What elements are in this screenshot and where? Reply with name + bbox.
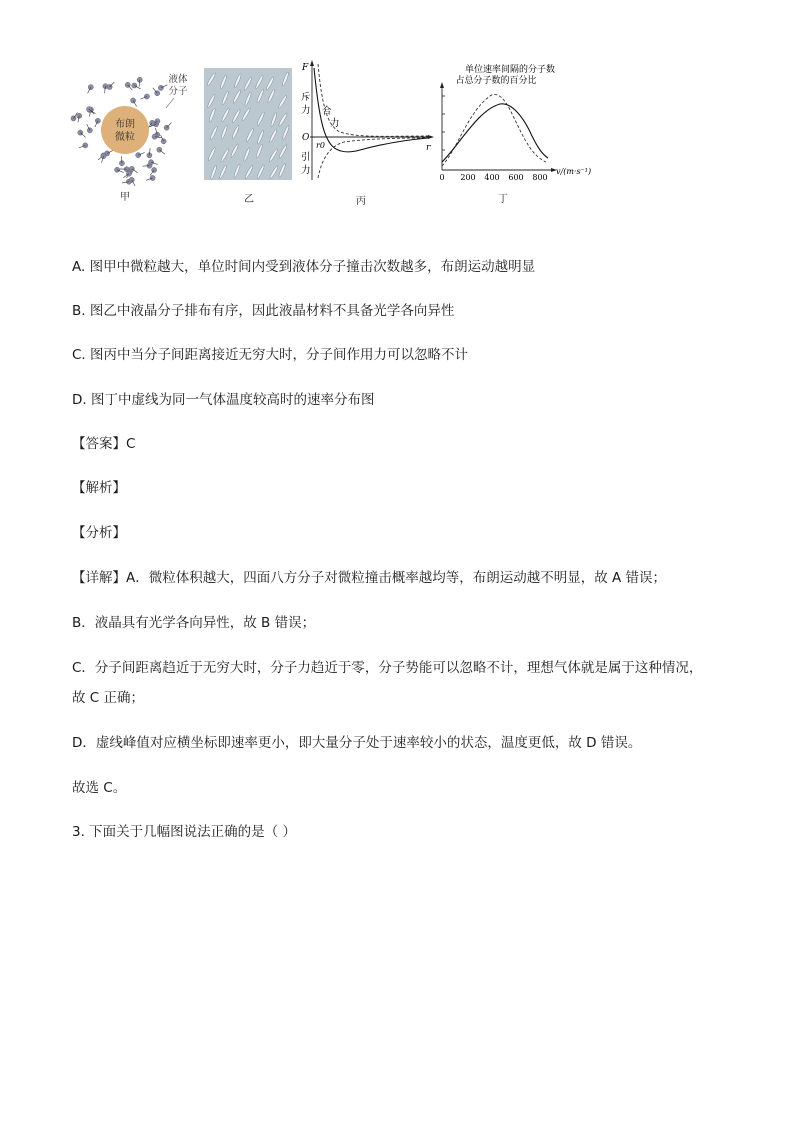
liquid-molecule bbox=[158, 85, 163, 90]
option-b: B. 图乙中液晶分子排布有序，因此液晶材料不具备光学各向异性 bbox=[72, 303, 455, 319]
liquid-molecule bbox=[129, 166, 134, 171]
particle-label-1: 布朗 bbox=[115, 119, 135, 130]
figure-ding bbox=[436, 62, 611, 207]
r0-label: r0 bbox=[316, 141, 325, 150]
brownian-motion-diagram bbox=[70, 68, 200, 193]
liquid-molecule bbox=[152, 167, 157, 172]
x-axis-label: r bbox=[426, 143, 431, 153]
x-unit-label: v/(m·s⁻¹) bbox=[556, 167, 592, 176]
particle-label-2: 微粒 bbox=[115, 132, 135, 143]
y-axis-label: F bbox=[302, 63, 309, 73]
caption-jia: 甲 bbox=[120, 192, 130, 203]
liquid-crystal-diagram bbox=[204, 68, 294, 180]
option-d: D. 图丁中虚线为同一气体温度较高时的速率分布图 bbox=[72, 392, 375, 408]
figure-yi bbox=[204, 68, 294, 208]
speed-distribution-graph bbox=[436, 62, 611, 190]
resultant-label-2: 力 bbox=[330, 118, 340, 129]
x-tick-200: 200 bbox=[460, 173, 476, 182]
next-question: 3. 下面关于几幅图说法正确的是（ ） bbox=[72, 824, 296, 840]
analysis-heading: 【解析】 bbox=[72, 480, 126, 496]
figure-bing bbox=[298, 58, 438, 208]
liquid-molecule bbox=[136, 153, 141, 158]
x-tick-800: 800 bbox=[532, 173, 548, 182]
detail-a: 【详解】A．微粒体积越大，四面八方分子对微粒撞击概率越均等，布朗运动越不明显，故 A 错误； bbox=[72, 570, 667, 586]
liquid-label-1: 液体 bbox=[168, 74, 188, 85]
detail-c-line-2: 故 C 正确； bbox=[72, 690, 145, 706]
liquid-molecule bbox=[150, 175, 155, 180]
liquid-molecule bbox=[83, 143, 88, 148]
intermolecular-force-graph bbox=[298, 58, 438, 188]
figure-jia bbox=[70, 68, 200, 203]
repulsion-label-1: 斥 bbox=[301, 92, 311, 103]
origin-label: O bbox=[302, 133, 310, 143]
liquid-label-2: 分子 bbox=[168, 86, 188, 97]
brownian-particle bbox=[101, 106, 149, 154]
x-tick-600: 600 bbox=[508, 173, 524, 182]
attraction-label-2: 力 bbox=[301, 165, 311, 176]
resultant-label-1: 合 bbox=[322, 106, 332, 117]
answer: 【答案】C bbox=[72, 436, 136, 452]
detail-b: B．液晶具有光学各向异性，故 B 错误； bbox=[72, 615, 316, 631]
caption-yi: 乙 bbox=[244, 194, 254, 205]
attraction-label-1: 引 bbox=[301, 152, 311, 163]
option-c: C. 图丙中当分子间距离接近无穷大时，分子间作用力可以忽略不计 bbox=[72, 347, 469, 363]
option-a: A. 图甲中微粒越大，单位时间内受到液体分子撞击次数越多，布朗运动越明显 bbox=[72, 259, 536, 275]
x-tick-0: 0 bbox=[439, 173, 445, 182]
caption-bing: 丙 bbox=[356, 196, 366, 207]
detail-d: D．虚线峰值对应横坐标即速率更小，即大量分子处于速率较小的状态，温度更低，故 D 错误。 bbox=[72, 735, 642, 751]
liquid-molecule bbox=[129, 177, 134, 182]
conclusion: 故选 C。 bbox=[72, 780, 127, 796]
ding-title-2: 占总分子数的百分比 bbox=[455, 76, 537, 86]
detail-c-line-1: C．分子间距离趋近于无穷大时，分子力趋近于零，分子势能可以忽略不计，理想气体就是属于这种情况， bbox=[72, 660, 703, 676]
ding-title-1: 单位速率间隔的分子数 bbox=[464, 65, 556, 75]
x-tick-400: 400 bbox=[484, 173, 500, 182]
analysis-sub-heading: 【分析】 bbox=[72, 525, 126, 541]
caption-ding: 丁 bbox=[498, 194, 508, 205]
repulsion-label-2: 力 bbox=[301, 105, 311, 116]
question-figures bbox=[70, 58, 610, 208]
liquid-molecule bbox=[161, 139, 166, 144]
